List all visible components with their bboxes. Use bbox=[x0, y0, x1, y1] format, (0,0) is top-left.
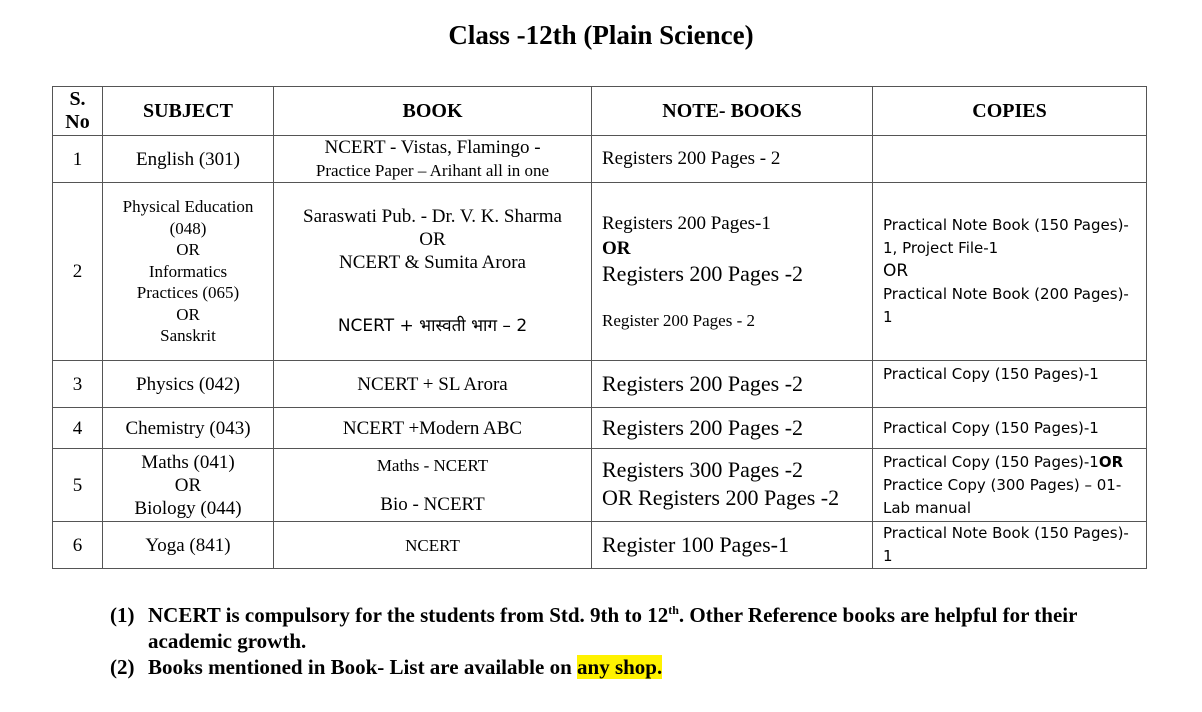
table-row bbox=[53, 361, 1147, 408]
footnote-number: (2) bbox=[110, 655, 135, 679]
book-cell: Saraswati Pub. - Dr. V. K. Sharma OR NCERT & Sumita Arora NCERT + भास्वती भाग – 2 bbox=[274, 183, 592, 361]
header-sno: S. No bbox=[53, 87, 103, 136]
footnote-2: (2) Books mentioned in Book- List are available on any shop. bbox=[110, 655, 663, 679]
copies-cell: Practical Note Book (150 Pages)- 1, Project File-1 OR Practical Note Book (200 Pages)- 1 bbox=[873, 183, 1147, 361]
copies-cell: Practical Copy (150 Pages)-1 bbox=[873, 408, 1147, 449]
footnote-number: (1) bbox=[110, 603, 135, 627]
copies-cell: Practical Note Book (150 Pages)- 1 bbox=[873, 522, 1147, 569]
sno-cell: 3 bbox=[53, 361, 103, 408]
table-row bbox=[53, 136, 1147, 183]
copies-cell: Practical Copy (150 Pages)-1OR Practice Copy (300 Pages) – 01- Lab manual bbox=[873, 449, 1147, 522]
sno-cell: 1 bbox=[53, 136, 103, 183]
sno-cell: 5 bbox=[53, 449, 103, 522]
book-list-table bbox=[52, 86, 1147, 569]
notebooks-cell: Register 100 Pages-1 bbox=[592, 522, 873, 569]
book-cell: NCERT + SL Arora bbox=[274, 361, 592, 408]
header-notebooks: NOTE- BOOKS bbox=[592, 87, 873, 136]
notebooks-cell: Registers 200 Pages -2 bbox=[592, 408, 873, 449]
notebooks-cell: Registers 300 Pages -2 OR Registers 200 Pages -2 bbox=[592, 449, 873, 522]
sno-cell: 2 bbox=[53, 183, 103, 361]
table-row bbox=[53, 183, 1147, 361]
copies-cell: Practical Copy (150 Pages)-1 bbox=[873, 361, 1147, 408]
header-book: BOOK bbox=[274, 87, 592, 136]
header-subject: SUBJECT bbox=[103, 87, 274, 136]
table-header-row bbox=[53, 87, 1147, 136]
subject-cell: Physics (042) bbox=[103, 361, 274, 408]
copies-cell bbox=[873, 136, 1147, 183]
subject-cell: Chemistry (043) bbox=[103, 408, 274, 449]
notebooks-cell: Registers 200 Pages-1 OR Registers 200 Pages -2 Register 200 Pages - 2 bbox=[592, 183, 873, 361]
notebooks-cell: Registers 200 Pages -2 bbox=[592, 361, 873, 408]
book-cell: NCERT bbox=[274, 522, 592, 569]
sanskrit-book-text: NCERT + भास्वती भाग – 2 bbox=[337, 316, 528, 336]
highlighted-text: any shop. bbox=[577, 655, 663, 679]
book-cell: NCERT - Vistas, Flamingo - Practice Paper – Arihant all in one bbox=[274, 136, 592, 183]
sno-cell: 6 bbox=[53, 522, 103, 569]
table-row bbox=[53, 408, 1147, 449]
header-copies: COPIES bbox=[873, 87, 1147, 136]
table-row bbox=[53, 449, 1147, 522]
footnotes bbox=[110, 602, 1190, 680]
notebooks-cell: Registers 200 Pages - 2 bbox=[592, 136, 873, 183]
subject-cell: Physical Education (048) OR Informatics Practices (065) OR Sanskrit bbox=[103, 183, 274, 361]
table-row bbox=[53, 522, 1147, 569]
subject-cell: Maths (041) OR Biology (044) bbox=[103, 449, 274, 522]
footnote-1: (1) NCERT is compulsory for the students from Std. 9th to 12th. Other Reference books are helpful for their academic growth. bbox=[110, 603, 1078, 653]
sno-cell: 4 bbox=[53, 408, 103, 449]
subject-cell: English (301) bbox=[103, 136, 274, 183]
page-title: Class -12th (Plain Science) bbox=[448, 20, 754, 50]
book-cell: Maths - NCERT Bio - NCERT bbox=[274, 449, 592, 522]
subject-cell: Yoga (841) bbox=[103, 522, 274, 569]
book-cell: NCERT +Modern ABC bbox=[274, 408, 592, 449]
